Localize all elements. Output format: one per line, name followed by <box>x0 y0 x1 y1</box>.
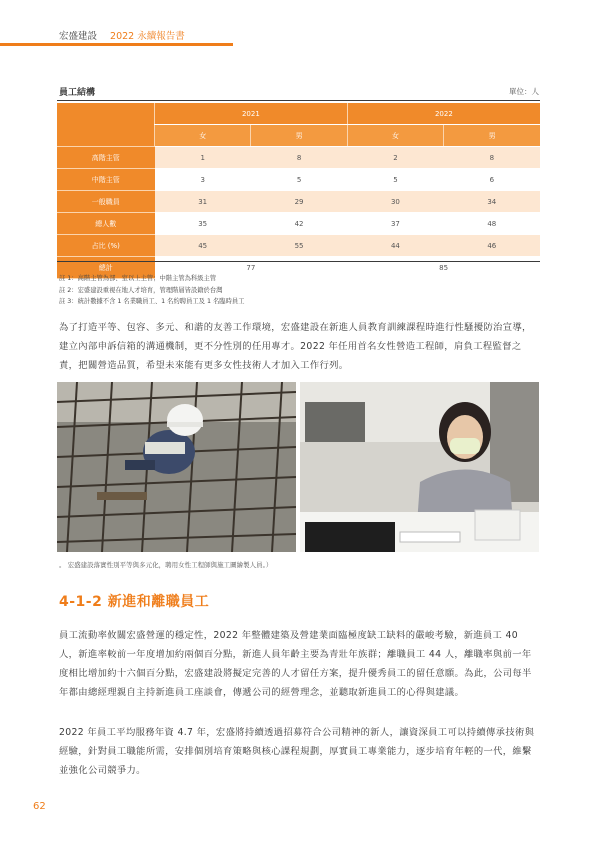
photo-female-drafter-office <box>300 382 539 552</box>
table-notes <box>59 273 244 308</box>
employee-structure-table <box>57 103 540 279</box>
section-heading: 4-1-2 新進和離職員工 <box>59 594 210 610</box>
body-paragraph: 2022 年員工平均服務年資 4.7 年，宏盛將持續透過招募符合公司精神的新人，讓資深員工可以持續傳承技術與經驗，針對員工職能所需，安排個別培育策略與核心課程規劃，厚實員工專業能力，逐步培育年輕的一代，維繫並強化公司競爭力。 <box>59 727 535 776</box>
table-cell: 77 <box>155 257 348 279</box>
row-label: 總計 <box>57 257 155 279</box>
table-cell: 30 <box>347 191 443 213</box>
photo-caption: 。 宏盛建設落實性別平等與多元化，聘用女性工程師與施工圖繪製人員。） <box>59 561 273 569</box>
table-cell: 6 <box>444 169 540 191</box>
table-cell: 8 <box>444 147 540 169</box>
row-label: 中階主管 <box>57 169 155 191</box>
photo-female-engineer-site <box>57 382 296 552</box>
header-accent-bar <box>0 43 233 46</box>
year-header: 2022 <box>347 103 540 125</box>
note: 註 2：宏盛建設重視在地人才培育，管理階層皆設籍於台灣 <box>59 286 223 294</box>
table-cell: 46 <box>444 235 540 257</box>
gender-header: 女 <box>155 125 251 147</box>
table-cell: 35 <box>155 213 251 235</box>
gender-header: 男 <box>444 125 540 147</box>
body-paragraph: 員工流動率攸關宏盛營運的穩定性，2022 年整體建築及營建業面臨極度缺工缺料的嚴峻考驗，新進員工 40 人，新進率較前一年度增加約兩個百分點，新進人員年齡主要為青壯年族群；離職員工 44 人，離職率與前一年度相比增加約十六個百分點，宏盛建設將擬定完善的人才留任方案，提升優秀員工的留任意願。為此，公司每半年都由總經理親自主持新進員工座談會，傳遞公司的經營理念，並聽取新進員工的心得與建議。 <box>59 630 532 698</box>
note: 註 3：統計數據不含 1 名業職員工、1 名約聘員工及 1 名臨時員工 <box>59 298 245 305</box>
table-row <box>57 235 540 257</box>
table-cell: 34 <box>444 191 540 213</box>
gender-header: 女 <box>347 125 443 147</box>
row-label: 一般職員 <box>57 191 155 213</box>
table-cell: 29 <box>251 191 347 213</box>
table-cell: 44 <box>347 235 443 257</box>
rebar-site-illustration <box>57 382 296 552</box>
row-label: 占比 (%) <box>57 235 155 257</box>
body-paragraph: 為了打造平等、包容、多元、和諧的友善工作環境，宏盛建設在新進人員教育訓練課程時進行性騷擾防治宣導，建立內部申訴信箱的溝通機制，更不分性別的任用專才。2022 年任用首名女性營造工程師，肩負工程監督之責，把關營造品質，希望未來能有更多女性技術人才加入工作行列。 <box>59 322 532 371</box>
table-row <box>57 169 540 191</box>
gender-header: 男 <box>251 125 347 147</box>
table-cell: 85 <box>347 257 540 279</box>
table-cell: 31 <box>155 191 251 213</box>
table-cell: 42 <box>251 213 347 235</box>
table-row <box>57 213 540 235</box>
table-cell: 48 <box>444 213 540 235</box>
page-header <box>59 28 185 42</box>
table-cell: 5 <box>347 169 443 191</box>
row-label: 總人數 <box>57 213 155 235</box>
year-header: 2021 <box>155 103 348 125</box>
table-row <box>57 147 540 169</box>
table-cell: 3 <box>155 169 251 191</box>
report-title: 2022 永續報告書 <box>110 31 185 42</box>
table-cell: 5 <box>251 169 347 191</box>
table-corner <box>57 103 155 147</box>
table-cell: 55 <box>251 235 347 257</box>
table-cell: 8 <box>251 147 347 169</box>
note: 註 1：高階主管為部、室以上主管；中階主管為科級主管 <box>59 275 217 282</box>
office-illustration <box>300 382 539 552</box>
table-cell: 2 <box>347 147 443 169</box>
table-cell: 37 <box>347 213 443 235</box>
row-label: 高階主管 <box>57 147 155 169</box>
table-cell: 1 <box>155 147 251 169</box>
page-number: 62 <box>33 801 46 812</box>
table-bottom-rule <box>57 261 540 262</box>
table-title: 員工結構 <box>59 88 96 98</box>
table-row <box>57 191 540 213</box>
table-top-rule <box>57 100 540 101</box>
company-name: 宏盛建設 <box>59 31 98 42</box>
table-cell: 45 <box>155 235 251 257</box>
table-unit: 單位：人 <box>509 87 539 96</box>
